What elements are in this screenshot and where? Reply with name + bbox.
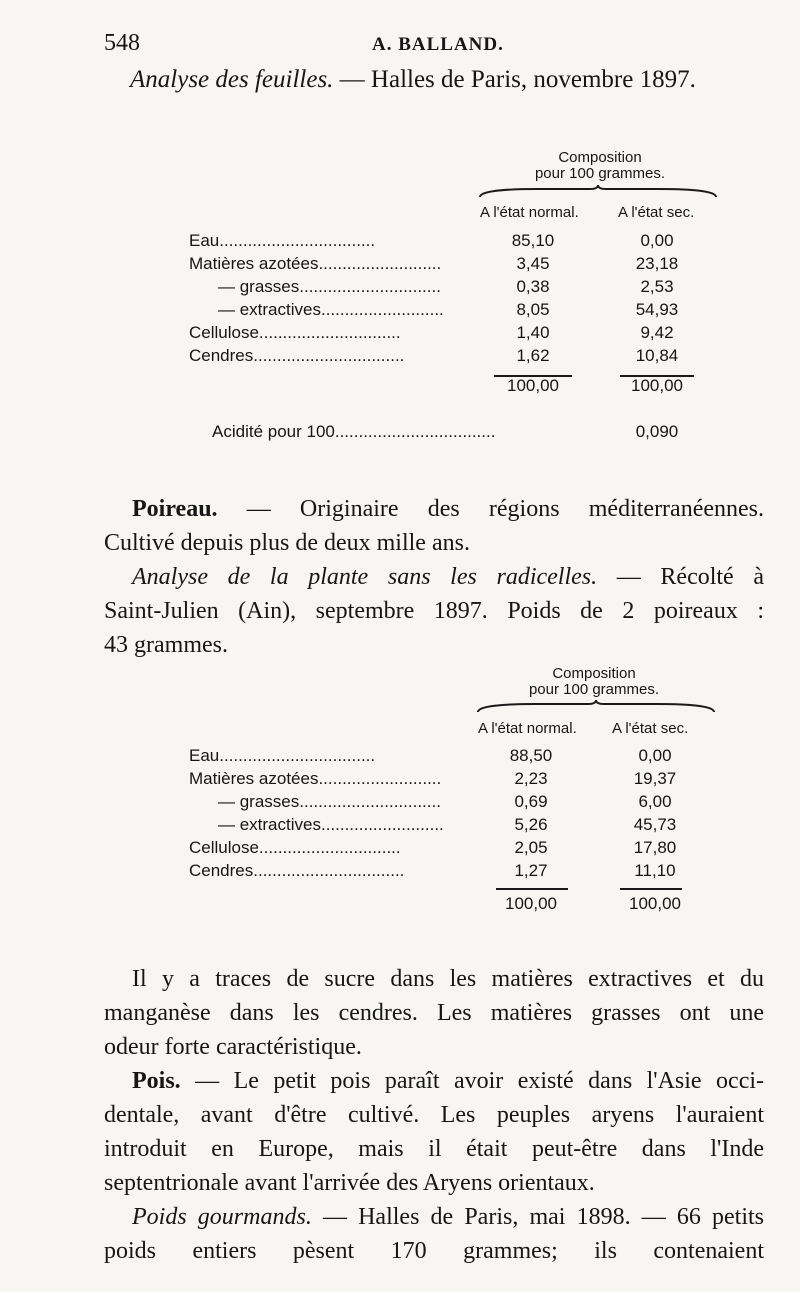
- composition-caption: [494, 666, 694, 698]
- value-normal: 2,05: [514, 838, 548, 857]
- table-row: [0, 231, 800, 255]
- value-normal: 85,10: [511, 231, 555, 250]
- total-row: [0, 376, 800, 400]
- row-label: Matières azotées..........................: [189, 769, 442, 788]
- value-sec: 19,37: [633, 769, 677, 788]
- row-label: Matières azotées..........................: [189, 254, 442, 273]
- value-sec: 11,10: [634, 861, 676, 880]
- poids-gourmands-title: Poids gourmands.: [132, 1204, 312, 1230]
- col-head-normal: A l'état normal.: [478, 720, 577, 737]
- value-sec: 2,53: [640, 277, 674, 296]
- row-label: Eau.................................: [189, 746, 376, 765]
- page-number: 548: [104, 30, 140, 56]
- value-sec: 23,18: [635, 254, 679, 273]
- col-head-normal: A l'état normal.: [480, 204, 579, 221]
- value-normal: 1,40: [516, 323, 550, 342]
- table-row: [0, 746, 800, 770]
- table-row: [0, 861, 800, 885]
- table-row: [0, 815, 800, 839]
- value-normal: 1,62: [516, 346, 550, 365]
- table-row: [0, 277, 800, 301]
- table-row: [0, 254, 800, 278]
- running-head: [104, 30, 760, 60]
- row-label: — grasses..............................: [218, 277, 441, 296]
- section-heading-feuilles: [130, 66, 696, 94]
- table-row: [0, 769, 800, 793]
- value-normal: 8,05: [516, 300, 550, 319]
- row-label: — grasses..............................: [218, 792, 441, 811]
- value-sec: 6,00: [638, 792, 672, 811]
- row-label: Eau.................................: [189, 231, 376, 250]
- value-sec: 10,84: [635, 346, 679, 365]
- pois-title: Pois.: [132, 1068, 181, 1094]
- col-head-sec: A l'état sec.: [612, 720, 689, 737]
- value-normal: 2,23: [514, 769, 548, 788]
- table-row: [0, 838, 800, 862]
- pois-paragraph: Pois. — Le petit pois paraît avoir existé dans l'Asie occi- dentale, avant d'être cultivé. Les peuples aryens l'auraient introduit en Europe, mais il était peut-être dans l'Inde septentrionale avant l'arrivée des Aryens orientaux.: [104, 1068, 764, 1196]
- heading-italic: Analyse des feuilles.: [130, 66, 334, 93]
- value-normal: 0,38: [516, 277, 550, 296]
- value-sec: 54,93: [635, 300, 679, 319]
- total-row: [0, 894, 800, 918]
- table-row: [0, 300, 800, 324]
- running-author: A. BALLAND.: [372, 34, 504, 55]
- composition-line2: pour 100 grammes.: [528, 681, 660, 698]
- brace: [478, 185, 718, 201]
- composition-line1: Composition: [552, 665, 636, 682]
- row-label: Cellulose..............................: [189, 323, 401, 342]
- value-normal: 1,27: [514, 861, 548, 880]
- value-sec: 17,80: [633, 838, 677, 857]
- poireau-paragraph: Poireau. — Originaire des régions méditerranéennes. Cultivé depuis plus de deux mille ans. Analyse de la plante sans les radicelles. — Récolté à Saint-Julien (Ain), septembre 1897. Poids de 2 poireaux : 43 grammes.: [104, 496, 764, 658]
- value-normal: 88,50: [509, 746, 553, 765]
- value-sec: 9,42: [640, 323, 674, 342]
- row-label: — extractives..........................: [218, 815, 444, 834]
- acidite-row: [0, 422, 800, 446]
- total-normal: 100,00: [505, 894, 557, 913]
- poids-gourmands-paragraph: Poids gourmands. — Halles de Paris, mai 1898. — 66 petits poids entiers pèsent 170 grammes; ils contenaient: [104, 1204, 764, 1264]
- poireau-analysis-title: Analyse de la plante sans les radicelles.: [132, 564, 598, 590]
- composition-caption: [500, 150, 700, 182]
- value-normal: 0,69: [514, 792, 548, 811]
- total-sec: 100,00: [631, 376, 683, 395]
- acidite-value: 0,090: [635, 422, 679, 441]
- value-normal: 5,26: [514, 815, 548, 834]
- table-row: [0, 323, 800, 347]
- value-normal: 3,45: [516, 254, 550, 273]
- row-label: Cendres................................: [189, 861, 405, 880]
- sum-rule: [620, 888, 682, 890]
- table-row: [0, 346, 800, 370]
- sum-rule: [496, 888, 568, 890]
- total-normal: 100,00: [507, 376, 559, 395]
- traces-paragraph: Il y a traces de sucre dans les matières extractives et du manganèse dans les cendres. Les matières grasses ont une odeur forte caractéristique.: [104, 966, 764, 1060]
- table-row: [0, 792, 800, 816]
- row-label: — extractives..........................: [218, 300, 444, 319]
- value-sec: 0,00: [640, 231, 674, 250]
- total-sec: 100,00: [629, 894, 681, 913]
- row-label: Cendres................................: [189, 346, 405, 365]
- composition-line2: pour 100 grammes.: [534, 165, 666, 182]
- row-label: Cellulose..............................: [189, 838, 401, 857]
- acidite-label: Acidité pour 100..................................: [212, 422, 496, 441]
- heading-rest: — Halles de Paris, novembre 1897.: [333, 66, 696, 93]
- poireau-title: Poireau.: [132, 496, 218, 522]
- brace: [476, 700, 716, 716]
- composition-line1: Composition: [558, 149, 642, 166]
- value-sec: 45,73: [633, 815, 677, 834]
- value-sec: 0,00: [638, 746, 672, 765]
- col-head-sec: A l'état sec.: [618, 204, 695, 221]
